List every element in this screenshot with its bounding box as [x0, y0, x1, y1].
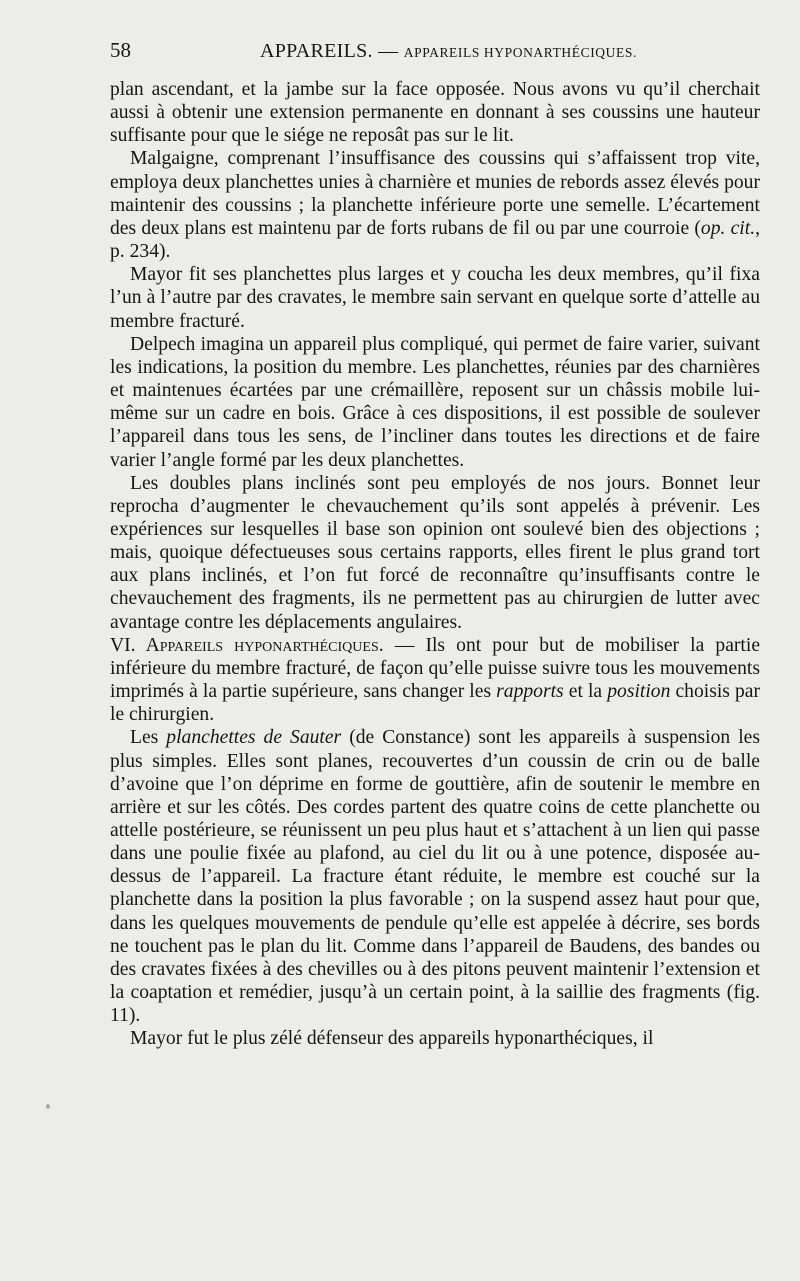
paragraph-1: plan ascendant, et la jambe sur la face opposée. Nous avons vu qu’il cherchait aussi à obtenir une extension permanente en donnant à ses coussins une hauteur suffisante pour que le siége ne reposât pas sur le lit. [110, 79, 760, 147]
paragraph-2-citation: op. cit. [700, 217, 756, 239]
paragraph-7-italic: planchettes de Sauter [166, 727, 342, 749]
title-dash: — [372, 40, 404, 62]
section-heading: VI. Appareils hyponarthéciques. [110, 634, 384, 656]
paragraph-5: Les doubles plans inclinés sont peu employés de nos jours. Bonnet leur reprocha d’augmenter le chevauchement qu’ils sont appelés à prévenir. Les expériences sur lesquelles il base son opinion ont soulevé bien des objections ; mais, quoique défectueuses sous certains rapports, elles firent le plus grand tort aux plans inclinés, et l’on fut forcé de reconnaître qu’insuffisants contre le chevauchement des fragments, ils ne permettent pas au chirurgien de lutter avec avantage contre les déplacements angulaires. [110, 472, 760, 633]
paragraph-6-text-a: — Ils ont pour but de mobiliser la partie inférieure du membre fracturé, de façon qu’elle puisse suivre tous les mouvements imprimés à la partie supérieure, sans changer les [110, 634, 761, 703]
running-title [260, 40, 637, 63]
paragraph-4: Delpech imagina un appareil plus compliqué, qui permet de faire varier, suivant les indications, la position du membre. Les planchettes, réunies par des charnières et maintenues écartées par une crémaillère, reposent sur un châssis mobile lui-même sur un cadre en bois. Grâce à ces dispositions, il est possible de soulever l’appareil dans tous les sens, de l’incliner dans toutes les directions et de faire varier l’angle formé par les deux planchettes. [110, 333, 760, 471]
paragraph-7 [110, 726, 760, 1027]
paragraph-6-text-b: et la [563, 681, 608, 703]
paragraph-2 [110, 147, 760, 263]
paragraph-6 [110, 634, 760, 727]
title-main: APPAREILS. [260, 40, 373, 62]
running-header [110, 38, 760, 78]
paragraph-2-end: , p. 234). [110, 217, 760, 263]
paragraph-3: Mayor fit ses planchettes plus larges et y coucha les deux membres, qu’il fixa l’un à l’autre par des cravates, le membre sain servant en quelque sorte d’attelle au membre fracturé. [110, 264, 760, 332]
paragraph-6-text-c: choisis par le chirurgien. [110, 681, 760, 726]
title-sub: APPAREILS HYPONARTHÉCIQUES. [403, 45, 637, 60]
margin-speck [46, 1104, 50, 1109]
paragraph-2-text: Malgaigne, comprenant l’insuffisance des coussins qui s’affaissent trop vite, employa deux planchettes unies à charnière et munies de rebords assez élevés pour maintenir des coussins ; la planchette inférieure porte une semelle. L’écartement des deux plans est maintenu par de forts rubans de fil ou par une courroie ( [110, 148, 760, 239]
paragraph-6-italic-rapports: rapports [496, 681, 564, 703]
body-text [110, 78, 760, 1051]
paragraph-7-text-a: Les [130, 727, 167, 749]
paragraph-8: Mayor fut le plus zélé défenseur des appareils hyponarthéciques, il [130, 1028, 654, 1050]
paragraph-6-italic-position: position [607, 681, 671, 703]
paragraph-7-text-b: (de Constance) sont les appareils à suspension les plus simples. Elles sont planes, recouvertes d’un coussin de crin ou de balle d’avoine que l’on déprime en forme de gouttière, afin de soutenir le membre en arrière et sur les côtés. Des cordes partent des quatre coins de cette planchette ou attelle postérieure, se réunissent un peu plus haut et s’attachent à un lien qui passe dans une poulie fixée au plafond, au ciel du lit ou à une potence, disposée au-dessus de l’appareil. La fracture étant réduite, le membre est couché sur la planchette dans la position la plus favorable ; on la suspend assez haut pour que, dans les quelques mouvements de pendule qu’elle est appelée à décrire, ses bords ne touchent pas le plan du lit. Comme dans l’appareil de Baudens, des bandes ou des cravates fixées à des chevilles ou à des pitons peuvent maintenir l’extension et la coaptation et remédier, jusqu’à un certain point, à la saillie des fragments (fig. 11). [110, 727, 760, 1027]
page-number: 58 [110, 38, 131, 62]
